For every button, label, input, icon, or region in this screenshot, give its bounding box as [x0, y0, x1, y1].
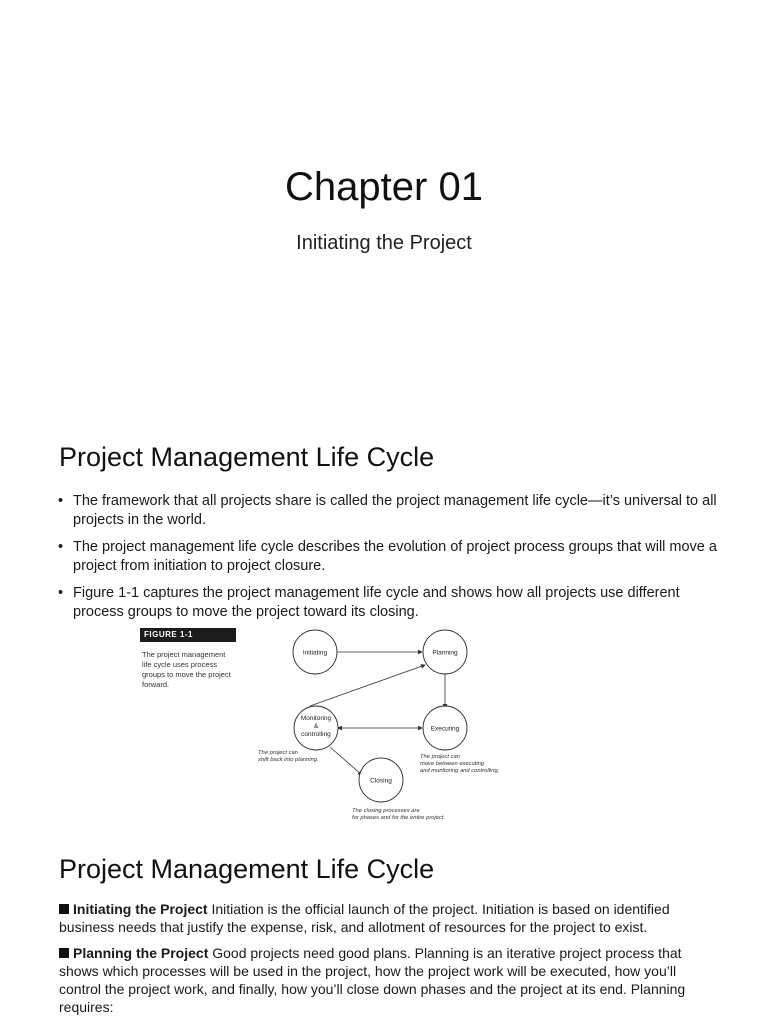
- svg-text:and monitoring and controlling: and monitoring and controlling.: [420, 768, 500, 774]
- lifecycle-detail-slide: [0, 852, 768, 1024]
- svg-text:&: &: [313, 723, 319, 730]
- svg-text:Monitoring: Monitoring: [300, 715, 332, 722]
- slide-heading: Project Management Life Cycle: [59, 854, 435, 884]
- planning-paragraph: [59, 944, 719, 1016]
- svg-text:Planning: Planning: [432, 649, 458, 657]
- arrow-monitoring-closing: [330, 747, 362, 775]
- chapter-subtitle: Initiating the Project: [296, 232, 472, 254]
- node-initiating: [293, 630, 337, 674]
- svg-text:The project can: The project can: [258, 750, 298, 756]
- initiating-text: Initiation is the official launch of the project. Initiation is based on identified business needs that justify the expense, risk, and allotment of resources for the project to exist.: [59, 901, 670, 935]
- svg-text:The project can: The project can: [420, 754, 460, 760]
- initiating-term: Initiating the Project: [73, 901, 208, 917]
- node-monitoring-controlling: [294, 706, 338, 750]
- process-diagram: [130, 618, 530, 838]
- bullet-item: • The framework that all projects share is called the project management life cycle—it’s universal to all projects in the world.: [58, 492, 718, 530]
- svg-text:The closing processes are: The closing processes are: [352, 808, 420, 814]
- square-bullet-icon: [59, 904, 69, 914]
- planning-term: Planning the Project: [73, 945, 209, 961]
- lifecycle-figure: [130, 618, 530, 838]
- svg-text:controlling: controlling: [301, 731, 331, 738]
- figure-label: FIGURE 1-1: [140, 628, 236, 642]
- node-closing: [359, 758, 403, 802]
- bullet-item: • Figure 1-1 captures the project management life cycle and shows how all projects use different process groups to move the project toward its closing.: [58, 584, 718, 622]
- square-bullet-icon: [59, 948, 69, 958]
- svg-text:Initiating: Initiating: [302, 649, 328, 657]
- svg-text:Closing: Closing: [370, 777, 392, 785]
- bullet-item: • The project management life cycle describes the evolution of project process groups that will move a project from initiation to project closure.: [58, 538, 718, 576]
- lifecycle-slide: [0, 420, 768, 852]
- arrow-monitoring-planning: [310, 665, 425, 706]
- chapter-title: Chapter 01: [285, 165, 483, 209]
- initiating-paragraph: [59, 900, 719, 936]
- svg-text:shift back into planning.: shift back into planning.: [258, 757, 319, 763]
- node-executing: [423, 706, 467, 750]
- node-planning: [423, 630, 467, 674]
- bullet-list: [58, 492, 718, 630]
- planning-text: Good projects need good plans. Planning is an iterative project process that shows which processes will be used in the project, how the project work will be executed, how you’ll control the project work, and finally, how you’ll close down phases and the project at its end. Planning requires:: [59, 945, 686, 1015]
- figure-caption: The project management life cycle uses process groups to move the project forward.: [142, 650, 231, 689]
- slide-heading: Project Management Life Cycle: [59, 442, 435, 472]
- svg-text:Executing: Executing: [430, 725, 460, 733]
- svg-text:move between executing: move between executing: [420, 761, 485, 767]
- svg-text:for phases and for the entire: for phases and for the entire project.: [352, 815, 446, 821]
- title-slide: [0, 0, 768, 420]
